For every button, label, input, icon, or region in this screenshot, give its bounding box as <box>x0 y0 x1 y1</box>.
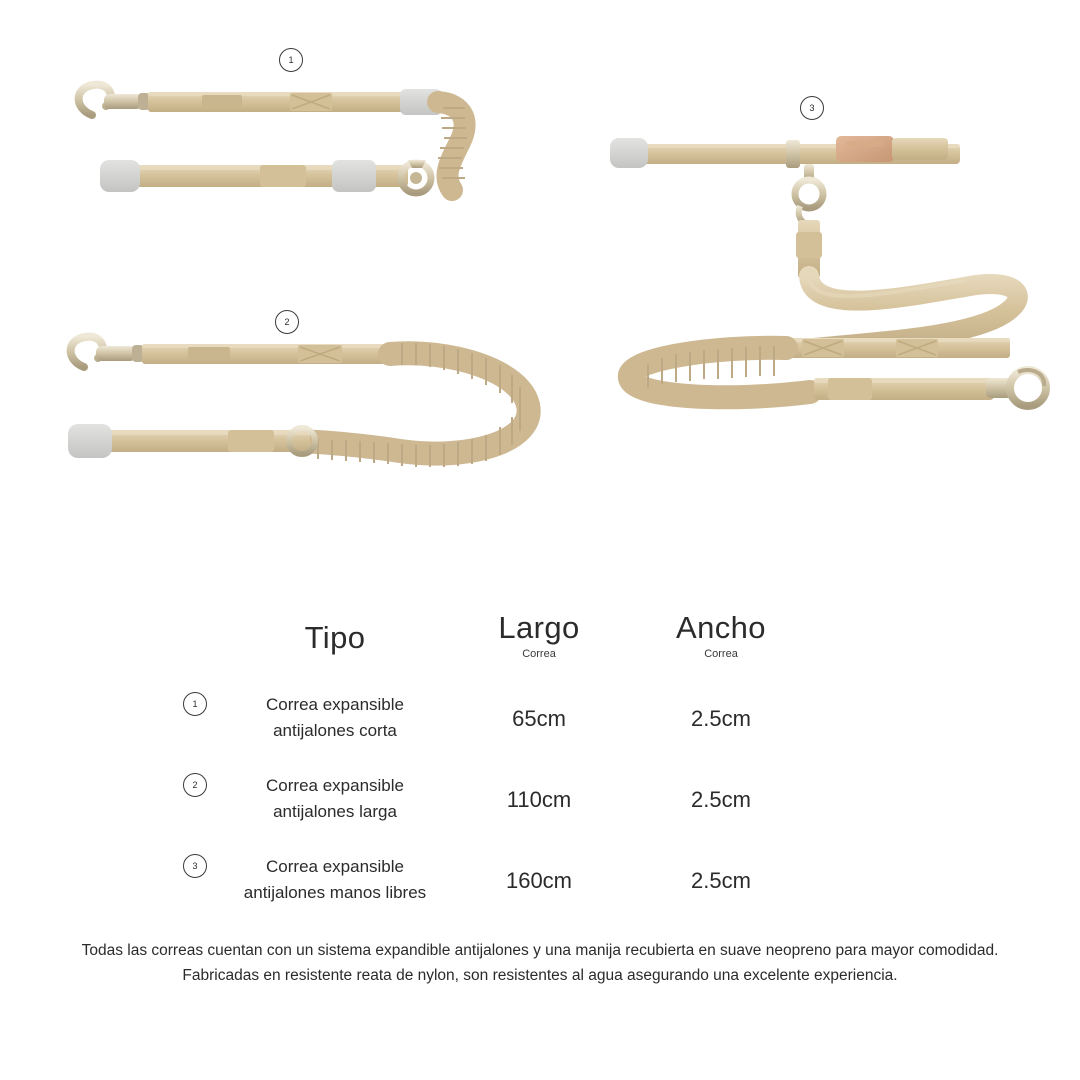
callout-number: 3 <box>809 103 815 113</box>
callout-badge-3 <box>800 96 824 120</box>
spec-table <box>0 604 1080 917</box>
row-callout-badge <box>183 773 207 797</box>
row-type-line1: Correa expansible <box>266 695 404 714</box>
column-header-ancho-title: Ancho <box>676 610 766 645</box>
row-type-line1: Correa expansible <box>266 857 404 876</box>
column-header-largo <box>455 610 623 660</box>
column-header-largo-subtitle: Correa <box>522 648 556 660</box>
snap-hook-icon <box>71 337 144 367</box>
snap-hook-icon <box>79 85 150 115</box>
row-callout-number: 2 <box>192 780 198 790</box>
row-callout-badge <box>183 692 207 716</box>
table-row <box>0 755 1080 836</box>
buckle-icon <box>836 136 948 162</box>
row-largo: 110cm <box>506 787 572 812</box>
column-header-largo-title: Largo <box>498 610 580 645</box>
swivel-clip-icon <box>795 164 823 224</box>
row-type <box>215 773 455 825</box>
product-leash-3 <box>600 120 1060 410</box>
row-callout-number: 1 <box>192 699 198 709</box>
column-header-tipo-title: Tipo <box>304 620 366 655</box>
row-ancho: 2.5cm <box>691 706 751 731</box>
row-type <box>205 854 465 906</box>
row-type-line2: antijalones manos libres <box>243 883 427 902</box>
table-row <box>0 836 1080 917</box>
row-ancho: 2.5cm <box>691 787 751 812</box>
callout-badge-1 <box>279 48 303 72</box>
snap-hook-icon <box>986 370 1046 406</box>
footnote-line2: comodidad. Fabricadas en resistente reata de nylon, son resistentes al agua asegurando una excelente experiencia. <box>182 942 999 984</box>
row-ancho: 2.5cm <box>691 868 751 893</box>
row-largo: 160cm <box>505 868 573 893</box>
column-header-ancho <box>637 610 805 660</box>
row-type-line1: Correa expansible <box>266 776 404 795</box>
callout-number: 1 <box>288 55 294 65</box>
row-type-line2: antijalones corta <box>273 721 397 740</box>
footnote <box>56 938 1024 988</box>
row-callout-number: 3 <box>192 861 198 871</box>
product-leash-1 <box>60 60 500 230</box>
bungee-coil <box>630 346 810 397</box>
product-leash-2 <box>50 325 570 490</box>
callout-badge-2 <box>275 310 299 334</box>
footnote-line1: Todas las correas cuentan con un sistema expandible antijalones y una manija recubierta en suave neopreno para mayor <box>81 942 914 959</box>
table-row <box>0 674 1080 755</box>
column-header-ancho-subtitle: Correa <box>704 648 738 660</box>
spec-table-header <box>0 604 1080 674</box>
row-type <box>215 692 455 744</box>
row-type-line2: antijalones larga <box>273 802 397 821</box>
bungee-coil <box>438 102 467 190</box>
callout-number: 2 <box>284 317 290 327</box>
column-header-tipo <box>215 620 455 656</box>
row-callout-badge <box>183 854 207 878</box>
row-largo: 65cm <box>512 706 566 731</box>
